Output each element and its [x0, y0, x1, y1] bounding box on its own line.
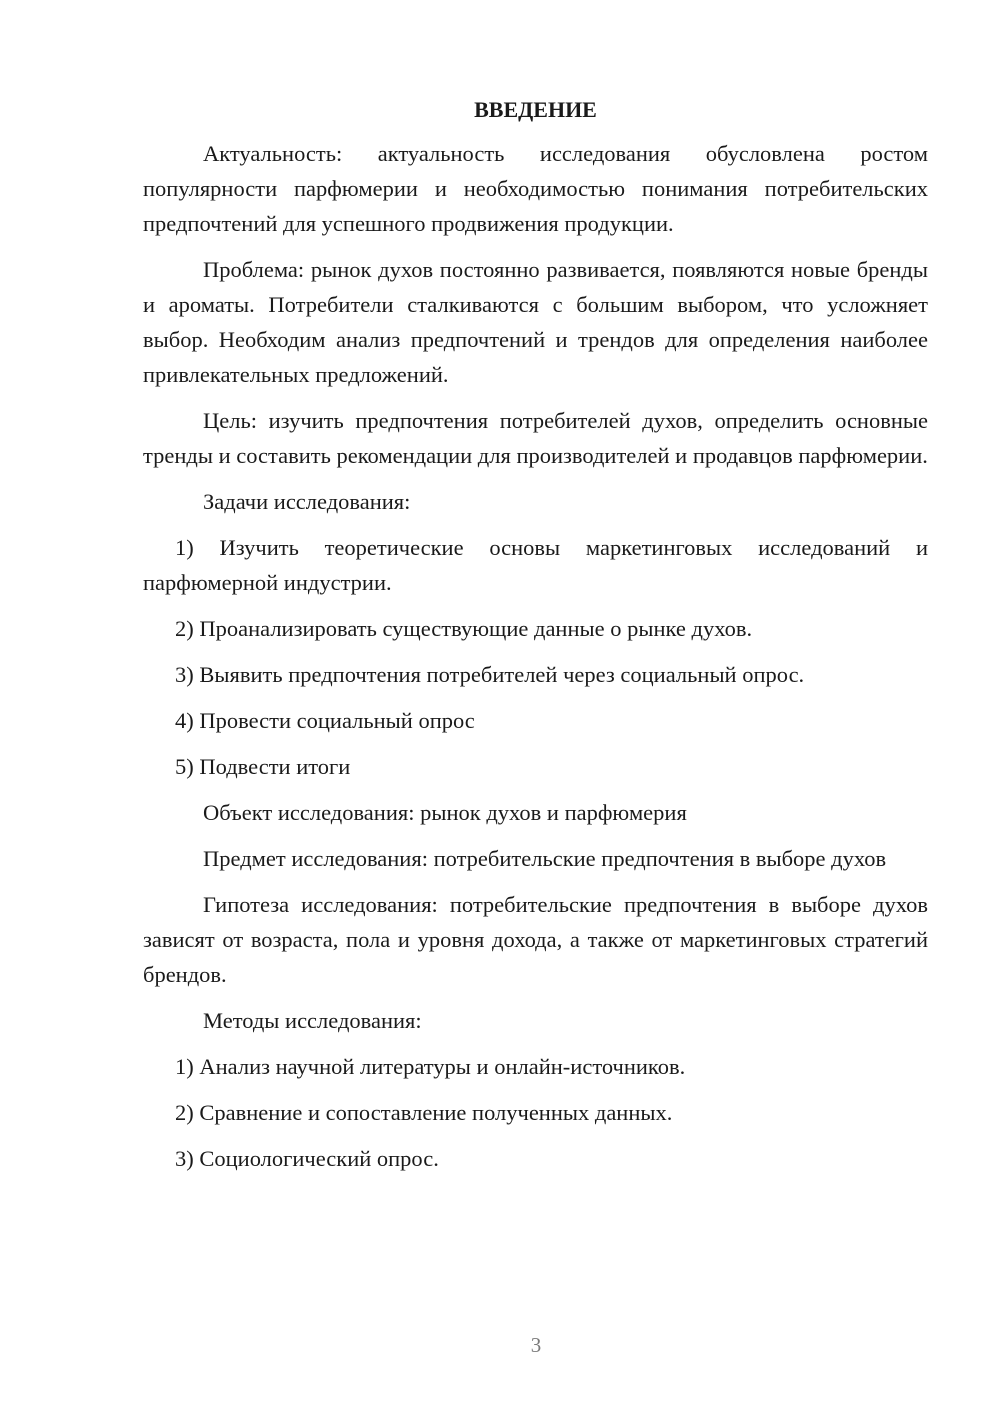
page-content	[143, 95, 928, 1187]
subject-paragraph: Предмет исследования: потребительские предпочтения в выборе духов	[203, 846, 887, 871]
task-item: 5) Подвести итоги	[175, 754, 351, 779]
problem-paragraph: Проблема: рынок духов постоянно развивается, появляются новые бренды и ароматы. Потребители сталкиваются с большим выбором, что усложняет выбор. Необходим анализ предпочтений и трендов для определения наиболее привлекательных предложений.	[143, 257, 928, 387]
methods-heading: Методы исследования:	[203, 1008, 422, 1033]
object-paragraph: Объект исследования: рынок духов и парфюмерия	[203, 800, 687, 825]
task-item: 4) Провести социальный опрос	[175, 708, 475, 733]
goal-paragraph: Цель: изучить предпочтения потребителей духов, определить основные тренды и составить рекомендации для производителей и продавцов парфюмерии.	[143, 408, 928, 468]
task-item: 3) Выявить предпочтения потребителей через социальный опрос.	[175, 662, 805, 687]
task-item: 2) Проанализировать существующие данные о рынке духов.	[175, 616, 753, 641]
task-item: 1) Изучить теоретические основы маркетинговых исследований и парфюмерной индустрии.	[143, 535, 928, 595]
relevance-paragraph: Актуальность: актуальность исследования обусловлена ростом популярности парфюмерии и необходимостью понимания потребительских предпочтений для успешного продвижения продукции.	[143, 141, 928, 236]
hypothesis-paragraph: Гипотеза исследования: потребительские предпочтения в выборе духов зависят от возраста, пола и уровня дохода, а также от маркетинговых стратегий брендов.	[143, 892, 928, 987]
method-item: 3) Социологический опрос.	[175, 1146, 439, 1171]
page-number: 3	[530, 1333, 542, 1357]
method-item: 1) Анализ научной литературы и онлайн-источников.	[175, 1054, 686, 1079]
page-title: ВВЕДЕНИЕ	[474, 97, 597, 122]
tasks-heading: Задачи исследования:	[203, 489, 411, 514]
method-item: 2) Сравнение и сопоставление полученных данных.	[175, 1100, 673, 1125]
